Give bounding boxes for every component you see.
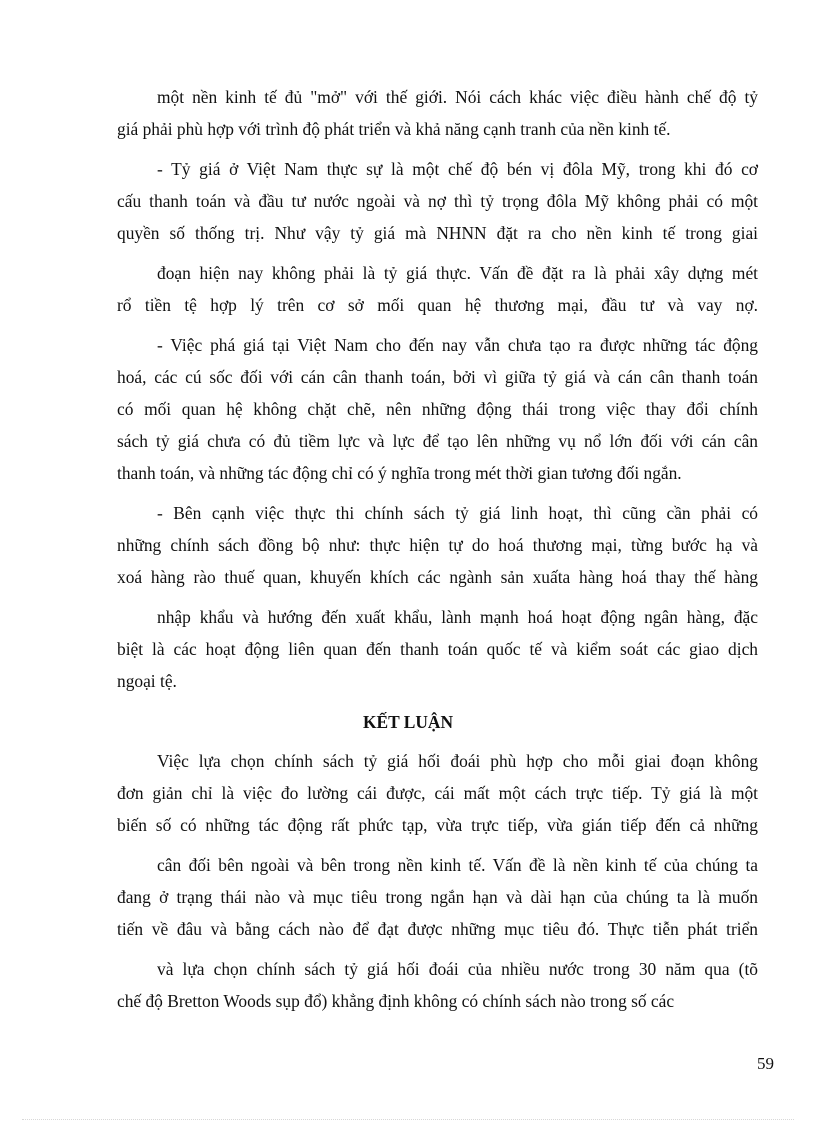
text-line: - Việc phá giá tại Việt Nam cho đến nay vẫn chưa tạo ra được những tác động [157,335,758,355]
text-line: có mối quan hệ không chặt chẽ, nên những động thái trong việc thay đổi chính [117,399,758,419]
text-line: thanh toán, và những tác động chỉ có ý nghĩa trong mét thời gian tương đối ngắn. [117,463,682,483]
text-line: cân đối bên ngoài và bên trong nền kinh tế. Vấn đề là nền kinh tế của chúng ta [157,855,758,875]
text-line: quyền số thống trị. Như vậy tỷ giá mà NHNN đặt ra cho nền kinh tế trong giai [117,223,758,243]
text-line: biến số có những tác động rất phức tạp, vừa trực tiếp, vừa gián tiếp đến cả những [117,815,758,835]
text-line: - Bên cạnh việc thực thi chính sách tỷ giá linh hoạt, thì cũng cần phải có [157,503,758,523]
text-line: và lựa chọn chính sách tỷ giá hối đoái của nhiều nước trong 30 năm qua (tõ [157,959,758,979]
text-line: Việc lựa chọn chính sách tỷ giá hối đoái phù hợp cho mỗi giai đoạn không [157,751,758,771]
page-bottom-divider [22,1119,794,1120]
text-line: - Tỷ giá ở Việt Nam thực sự là một chế độ bén vị đôla Mỹ, trong khi đó cơ [157,159,758,179]
text-line: rổ tiền tệ hợp lý trên cơ sở mối quan hệ thương mại, đầu tư và vay nợ. [117,295,758,315]
text-line: hoá, các cú sốc đối với cán cân thanh toán, bởi vì giữa tỷ giá và cán cân thanh toán [117,367,758,387]
text-line: tiến về đâu và bằng cách nào để đạt được những mục tiêu đó. Thực tiễn phát triển [117,919,758,939]
text-line: giá phải phù hợp với trình độ phát triển và khả năng cạnh tranh của nền kinh tế. [117,119,671,139]
text-line: đoạn hiện nay không phải là tỷ giá thực. Vấn đề đặt ra là phải xây dựng mét [157,263,758,283]
text-line: cấu thanh toán và đầu tư nước ngoài và nợ thì tỷ trọng đôla Mỹ không phải có một [117,191,758,211]
text-line: đang ở trạng thái nào và mục tiêu trong ngắn hạn và dài hạn của chúng ta là muốn [117,887,758,907]
text-line: đơn giản chỉ là việc đo lường cái được, cái mất một cách trực tiếp. Tỷ giá là một [117,783,758,803]
text-line: những chính sách đồng bộ như: thực hiện tự do hoá thương mại, từng bước hạ và [117,535,758,555]
text-line: ngoại tệ. [117,671,177,691]
text-line: một nền kinh tế đủ "mở" với thế giới. Nói cách khác việc điều hành chế độ tỷ [157,87,758,107]
text-line: xoá hàng rào thuế quan, khuyến khích các ngành sản xuấta hàng hoá thay thế hàng [117,567,758,587]
text-line: biệt là các hoạt động liên quan đến thanh toán quốc tế và kiểm soát các giao dịch [117,639,758,659]
section-heading: KẾT LUẬN [362,712,454,732]
text-line: sách tỷ giá chưa có đủ tiềm lực và lực để tạo lên những vụ nổ lớn đối với cán cân [117,431,758,451]
page-number: 59 [757,1054,774,1073]
text-line: chế độ Bretton Woods sụp đổ) khẳng định không có chính sách nào trong số các [117,991,675,1011]
text-line: nhập khẩu và hướng đến xuất khẩu, lành mạnh hoá hoạt động ngân hàng, đặc [157,607,758,627]
